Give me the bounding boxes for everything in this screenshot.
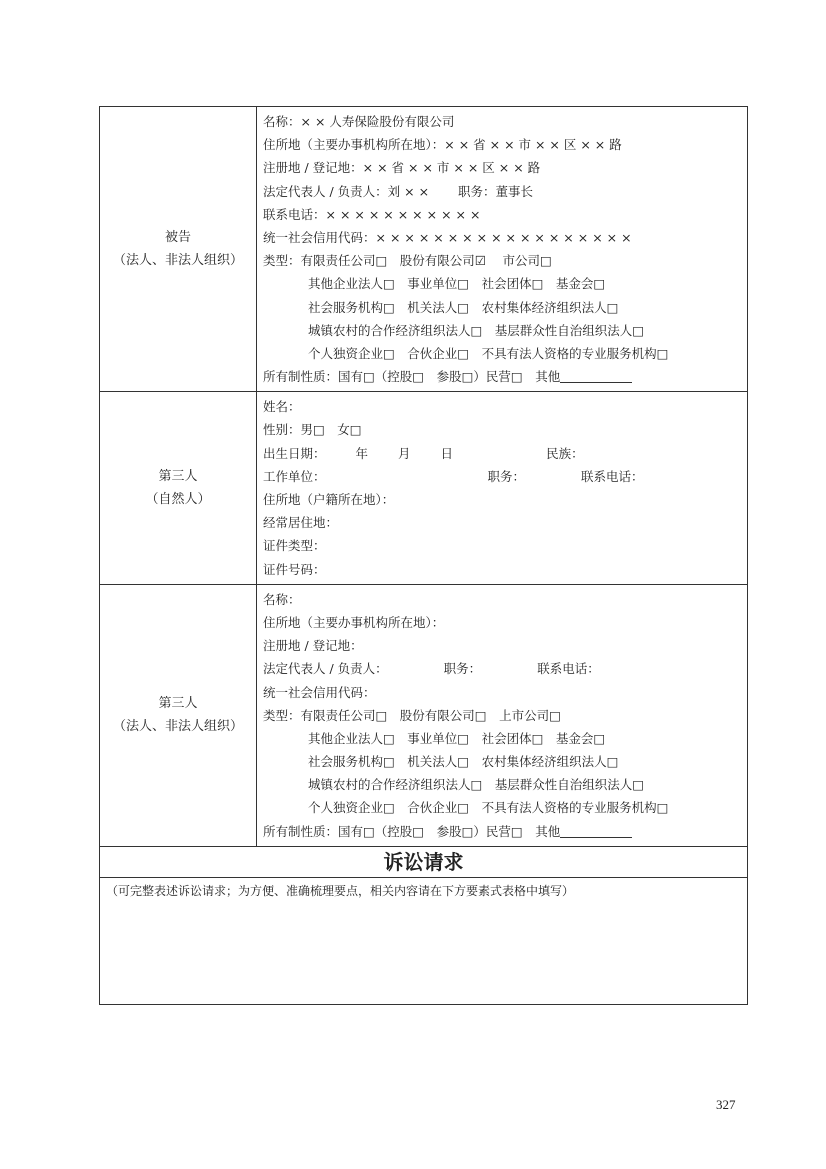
defendant-representative: 法定代表人 / 负责人：刘 × × 职务：董事长 — [263, 183, 534, 199]
third-org-label — [100, 584, 257, 846]
third-org-ownership-blank — [560, 823, 632, 838]
page-number: 327 — [716, 1097, 736, 1112]
third-person-name: 姓名： — [263, 399, 301, 415]
defendant-row — [100, 107, 748, 392]
defendant-type-options-1: 其他企业法人□ 事业单位□ 社会团体□ 基金会□ — [308, 276, 606, 292]
birth-date-label: 出生日期： — [263, 445, 326, 461]
third-org-type-options-2: 社会服务机构□ 机关法人□ 农村集体经济组织法人□ — [308, 754, 619, 770]
claims-body-row — [100, 877, 748, 1004]
defendant-registered-address: 注册地 / 登记地：× × 省 × × 市 × × 区 × × 路 — [263, 160, 541, 176]
third-person-label — [100, 392, 257, 585]
defendant-ownership-blank — [560, 368, 632, 383]
claims-section-title: 诉讼请求 — [100, 846, 748, 877]
third-org-type-options-3: 城镇农村的合作经济组织法人□ 基层群众性自治组织法人□ — [308, 777, 645, 793]
third-org-address: 住所地（主要办事机构所在地）： — [263, 614, 445, 630]
workplace-label: 工作单位： — [263, 468, 326, 484]
third-person-label-title: 第三人 — [158, 469, 198, 484]
defendant-type-options-4: 个人独资企业□ 合伙企业□ 不具有法人资格的专业服务机构□ — [308, 345, 669, 361]
third-person-work-line — [263, 465, 747, 488]
third-person-details — [257, 392, 748, 585]
defendant-type-options-2: 社会服务机构□ 机关法人□ 农村集体经济组织法人□ — [308, 299, 619, 315]
claims-body — [100, 877, 748, 1004]
third-org-credit-code: 统一社会信用代码： — [263, 684, 376, 700]
defendant-type: 类型：有限责任公司□ 股份有限公司☑ 市公司□ — [263, 253, 552, 269]
birth-day-label: 日 — [440, 445, 454, 461]
third-org-label-subtitle: （法人、非法人组织） — [112, 719, 243, 735]
birth-month-label: 月 — [398, 445, 411, 461]
third-org-type-options-4: 个人独资企业□ 合伙企业□ 不具有法人资格的专业服务机构□ — [308, 800, 669, 816]
third-org-type: 类型：有限责任公司□ 股份有限公司□ 上市公司□ — [263, 707, 561, 723]
defendant-address: 住所地（主要办事机构所在地）：× × 省 × × 市 × × 区 × × 路 — [263, 137, 622, 153]
third-person-id-number: 证件号码： — [263, 561, 326, 577]
third-person-id-type: 证件类型： — [263, 538, 326, 554]
defendant-phone: 联系电话：× × × × × × × × × × × — [263, 206, 481, 222]
complaint-form-table — [99, 106, 748, 1005]
third-org-row — [100, 584, 748, 846]
third-org-ownership-text: 所有制性质：国有□（控股□ 参股□）民营□ 其他 — [263, 823, 561, 839]
defendant-name: 名称：× × 人寿保险股份有限公司 — [263, 114, 455, 129]
defendant-ownership-text: 所有制性质：国有□（控股□ 参股□）民营□ 其他 — [263, 369, 561, 385]
phone-label: 联系电话： — [581, 468, 644, 484]
defendant-label-subtitle: （法人、非法人组织） — [112, 253, 243, 269]
third-person-residence: 住所地（户籍所在地）： — [263, 492, 395, 507]
third-org-label-title: 第三人 — [158, 696, 198, 712]
third-org-type-options-1: 其他企业法人□ 事业单位□ 社会团体□ 基金会□ — [308, 730, 606, 746]
defendant-credit-code: 统一社会信用代码：× × × × × × × × × × × × × × × × × × — [263, 229, 632, 245]
ethnicity-label: 民族： — [546, 445, 584, 461]
third-person-habitual-residence: 经常居住地： — [263, 515, 339, 531]
claims-title-row — [100, 846, 748, 877]
birth-year-label: 年 — [355, 445, 369, 461]
third-org-rep-label: 法定代表人 / 负责人： — [263, 661, 388, 677]
defendant-type-options-3: 城镇农村的合作经济组织法人□ 基层群众性自治组织法人□ — [308, 322, 645, 338]
claims-note: （可完整表述诉讼请求；为方便、准确梳理要点，相关内容请在下方要素式表格中填写） — [106, 883, 575, 898]
position-label: 职务： — [487, 468, 526, 484]
third-org-phone-label: 联系电话： — [537, 661, 600, 677]
third-person-label-subtitle: （自然人） — [145, 492, 211, 507]
third-org-position-label: 职务： — [443, 661, 482, 677]
third-org-rep-line — [263, 657, 747, 680]
defendant-ownership — [263, 365, 747, 388]
third-person-row — [100, 392, 748, 585]
third-person-birth-line — [263, 442, 747, 465]
third-org-details — [257, 584, 748, 846]
defendant-details — [257, 107, 748, 392]
third-person-gender: 性别：男□ 女□ — [263, 422, 362, 438]
third-org-name: 名称： — [263, 591, 301, 607]
third-org-ownership — [263, 820, 747, 843]
defendant-label — [100, 107, 257, 392]
defendant-label-title: 被告 — [164, 230, 191, 246]
third-org-registered-address: 注册地 / 登记地： — [263, 638, 363, 654]
